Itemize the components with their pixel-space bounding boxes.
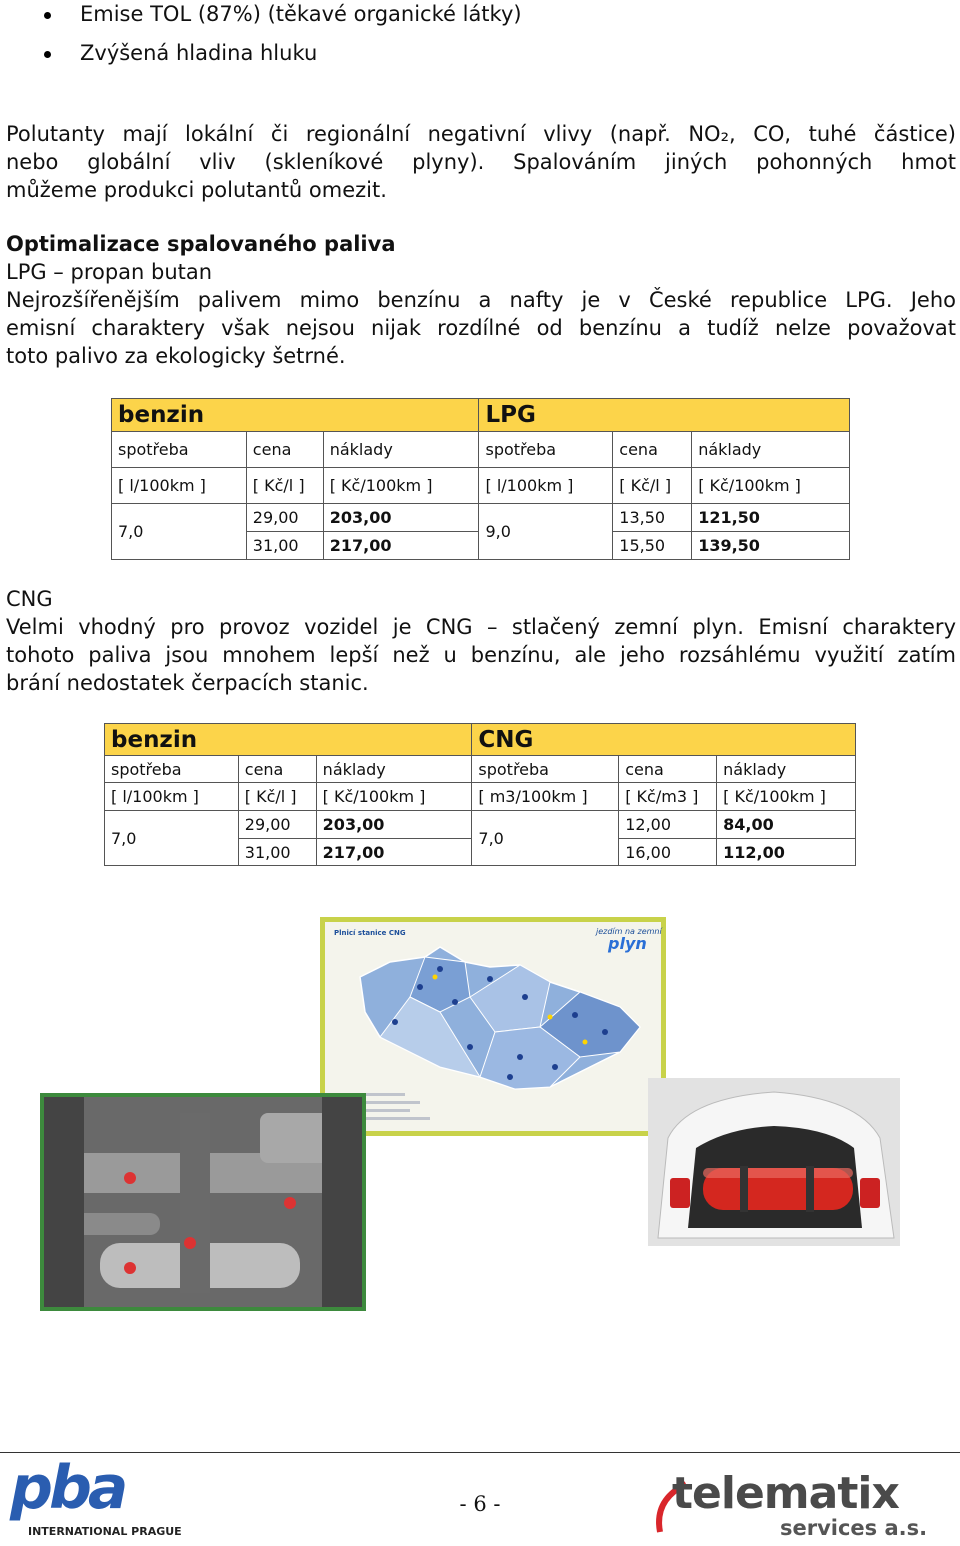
section-heading: CNG <box>6 587 53 611</box>
column-header: cena <box>613 432 692 468</box>
table-cell: 7,0 <box>112 504 247 560</box>
map-brand-logo: plyn <box>608 934 647 953</box>
car-trunk-cng-tank-photo <box>648 1078 900 1246</box>
map-title: Plnicí stanice CNG <box>334 929 406 937</box>
column-header: náklady <box>692 432 850 468</box>
table-cell: 15,50 <box>613 532 692 560</box>
unit-cell: [ l/100km ] <box>105 783 239 811</box>
telematix-logo: telematix services a.s. <box>650 1466 950 1544</box>
footer-divider <box>0 1452 960 1453</box>
table-cell: 217,00 <box>316 839 472 866</box>
bullet-dot-icon <box>44 12 51 19</box>
column-header: cena <box>238 756 316 783</box>
column-header: spotřeba <box>112 432 247 468</box>
paragraph-pollutants: Polutanty mají lokální či regionální negativní vlivy (např. NO₂, CO, tuhé částice) nebo globální vliv (skleníkové plyny). Spalováním jiných pohonných hmot můžeme produkci polutantů omezit. <box>6 122 956 202</box>
unit-cell: [ Kč/100km ] <box>692 468 850 504</box>
column-header: cena <box>246 432 323 468</box>
unit-cell: [ Kč/m3 ] <box>619 783 717 811</box>
section-lpg: Optimalizace spalovaného paliva LPG – propan butan Nejrozšířenějším palivem mimo benzínu a nafty je v České republice LPG. Jeho emisní charaktery však nejsou nijak rozdílné od benzínu a tudíž nelze považovat toto palivo za ekologicky šetrné. <box>6 232 956 368</box>
comparison-table-cng <box>104 723 856 866</box>
table-cell: 13,50 <box>613 504 692 532</box>
table-cell: 217,00 <box>323 532 479 560</box>
group-header: benzin <box>105 724 472 756</box>
car-underbody-photo <box>40 1093 366 1311</box>
unit-cell: [ Kč/l ] <box>238 783 316 811</box>
czech-map-icon <box>320 917 666 1136</box>
unit-cell: [ Kč/l ] <box>246 468 323 504</box>
table-cell: 31,00 <box>238 839 316 866</box>
table-cell: 84,00 <box>717 811 856 839</box>
column-header: náklady <box>717 756 856 783</box>
table-cell: 139,50 <box>692 532 850 560</box>
column-header: cena <box>619 756 717 783</box>
map-brand-top: jezdím na zemní <box>596 927 662 936</box>
table-cell: 12,00 <box>619 811 717 839</box>
car-underbody-icon <box>40 1093 366 1311</box>
column-header: spotřeba <box>472 756 619 783</box>
section-subheading: LPG – propan butan <box>6 260 213 284</box>
table-cell: 203,00 <box>323 504 479 532</box>
pba-logo: pba INTERNATIONAL PRAGUE <box>10 1453 182 1538</box>
cng-tank-icon <box>648 1078 900 1246</box>
group-header: benzin <box>112 399 479 432</box>
table-cell: 7,0 <box>472 811 619 866</box>
column-header: spotřeba <box>479 432 613 468</box>
unit-cell: [ Kč/100km ] <box>316 783 472 811</box>
table-cell: 121,50 <box>692 504 850 532</box>
unit-cell: [ m3/100km ] <box>472 783 619 811</box>
page-number: - 6 - <box>459 1492 501 1516</box>
unit-cell: [ Kč/l ] <box>613 468 692 504</box>
unit-cell: [ Kč/100km ] <box>323 468 479 504</box>
table-cell: 7,0 <box>105 811 239 866</box>
column-header: náklady <box>316 756 472 783</box>
unit-cell: [ l/100km ] <box>112 468 247 504</box>
table-cell: 29,00 <box>238 811 316 839</box>
table-cell: 16,00 <box>619 839 717 866</box>
column-header: spotřeba <box>105 756 239 783</box>
comparison-table-lpg <box>111 398 850 560</box>
group-header: CNG <box>472 724 856 756</box>
section-heading: Optimalizace spalovaného paliva <box>6 232 396 256</box>
table-cell: 112,00 <box>717 839 856 866</box>
bullet-dot-icon <box>44 51 51 58</box>
cng-station-map <box>320 917 666 1136</box>
section-cng: CNG Velmi vhodný pro provoz vozidel je CNG – stlačený zemní plyn. Emisní charaktery tohoto paliva jsou mnohem lepší než u benzínu, ale jeho rozsáhlému využití zatím brání nedostatek čerpacích stanic. <box>6 587 956 695</box>
table-cell: 203,00 <box>316 811 472 839</box>
table-cell: 9,0 <box>479 504 613 560</box>
table-cell: 29,00 <box>246 504 323 532</box>
table-cell: 31,00 <box>246 532 323 560</box>
unit-cell: [ Kč/100km ] <box>717 783 856 811</box>
unit-cell: [ l/100km ] <box>479 468 613 504</box>
group-header: LPG <box>479 399 850 432</box>
column-header: náklady <box>323 432 479 468</box>
